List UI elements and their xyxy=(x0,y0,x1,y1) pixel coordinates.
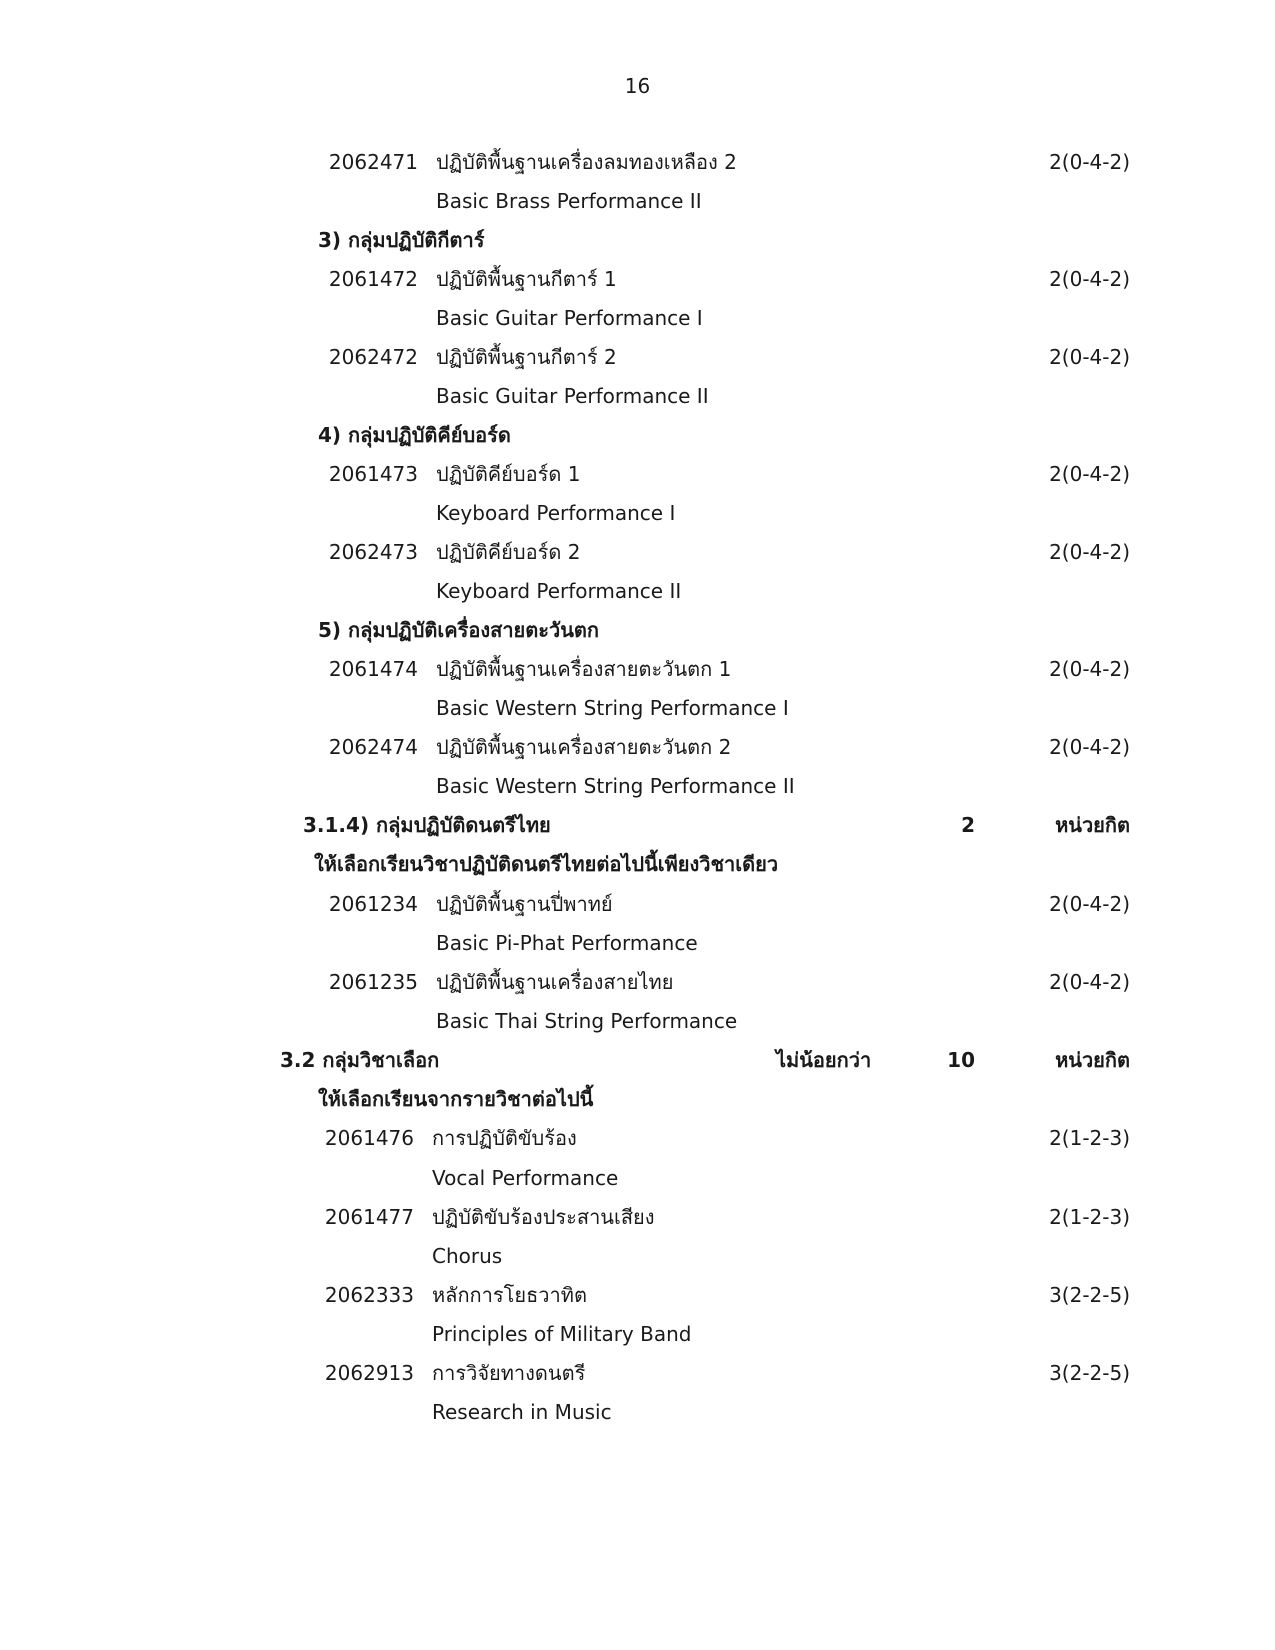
course-code: 2062913 xyxy=(324,1361,414,1385)
course-thai-title: ปฏิบัติขับร้องประสานเสียง xyxy=(432,1205,655,1229)
course-code: 2061476 xyxy=(324,1126,414,1150)
course-code: 2061472 xyxy=(328,267,418,291)
course-credit: 2(0-4-2) xyxy=(1049,150,1130,174)
credit-unit: หน่วยกิต xyxy=(1055,813,1130,837)
course-english-title: Basic Brass Performance II xyxy=(436,189,702,213)
course-english-title: Chorus xyxy=(432,1244,503,1268)
course-credit: 3(2-2-5) xyxy=(1049,1361,1130,1385)
course-english-title: Basic Thai String Performance xyxy=(436,1009,738,1033)
credit-unit: หน่วยกิต xyxy=(1055,1048,1130,1072)
course-thai-title: การปฏิบัติขับร้อง xyxy=(432,1126,577,1150)
course-code: 2062333 xyxy=(324,1283,414,1307)
course-english-title: Keyboard Performance I xyxy=(436,501,676,525)
course-thai-title: ปฏิบัติพื้นฐานเครื่องสายตะวันตก 1 xyxy=(436,657,732,681)
section-heading: 3.2 กลุ่มวิชาเลือก xyxy=(280,1048,440,1072)
section-credits: 10 xyxy=(947,1048,975,1072)
course-code: 2061474 xyxy=(328,657,418,681)
course-english-title: Keyboard Performance II xyxy=(436,579,682,603)
section-qualifier: ไม่น้อยกว่า xyxy=(776,1048,872,1072)
course-thai-title: ปฏิบัติคีย์บอร์ด 2 xyxy=(436,540,581,564)
section-instruction: ให้เลือกเรียนจากรายวิชาต่อไปนี้ xyxy=(318,1087,594,1111)
course-thai-title: ปฏิบัติพื้นฐานกีตาร์ 1 xyxy=(436,267,617,291)
course-thai-title: ปฏิบัติพื้นฐานกีตาร์ 2 xyxy=(436,345,617,369)
course-english-title: Basic Guitar Performance I xyxy=(436,306,703,330)
course-credit: 2(0-4-2) xyxy=(1049,345,1130,369)
course-credit: 2(0-4-2) xyxy=(1049,892,1130,916)
course-credit: 2(0-4-2) xyxy=(1049,970,1130,994)
group-heading: 4) กลุ่มปฏิบัติคีย์บอร์ด xyxy=(318,423,511,447)
course-english-title: Basic Western String Performance II xyxy=(436,774,795,798)
section-instruction: ให้เลือกเรียนวิชาปฏิบัติดนตรีไทยต่อไปนี้เพียงวิชาเดียว xyxy=(314,852,779,876)
course-english-title: Vocal Performance xyxy=(432,1166,619,1190)
course-credit: 2(0-4-2) xyxy=(1049,462,1130,486)
course-credit: 2(1-2-3) xyxy=(1049,1205,1130,1229)
course-code: 2062473 xyxy=(328,540,418,564)
course-english-title: Basic Western String Performance I xyxy=(436,696,789,720)
course-credit: 2(0-4-2) xyxy=(1049,540,1130,564)
course-credit: 2(0-4-2) xyxy=(1049,267,1130,291)
course-english-title: Research in Music xyxy=(432,1400,612,1424)
page-number: 16 xyxy=(624,74,651,98)
course-thai-title: หลักการโยธวาทิต xyxy=(432,1283,587,1307)
course-thai-title: ปฏิบัติพื้นฐานเครื่องสายตะวันตก 2 xyxy=(436,735,732,759)
group-heading: 5) กลุ่มปฏิบัติเครื่องสายตะวันตก xyxy=(318,618,599,642)
group-heading: 3) กลุ่มปฏิบัติกีตาร์ xyxy=(318,228,485,252)
course-thai-title: ปฏิบัติพื้นฐานเครื่องลมทองเหลือง 2 xyxy=(436,150,737,174)
course-code: 2061235 xyxy=(328,970,418,994)
course-english-title: Basic Pi-Phat Performance xyxy=(436,931,698,955)
course-english-title: Principles of Military Band xyxy=(432,1322,692,1346)
course-code: 2061477 xyxy=(324,1205,414,1229)
section-heading: 3.1.4) กลุ่มปฏิบัติดนตรีไทย xyxy=(303,813,551,837)
section-credits: 2 xyxy=(961,813,975,837)
course-code: 2062472 xyxy=(328,345,418,369)
course-code: 2061234 xyxy=(328,892,418,916)
course-code: 2062474 xyxy=(328,735,418,759)
course-thai-title: ปฏิบัติพื้นฐานเครื่องสายไทย xyxy=(436,970,674,994)
course-thai-title: การวิจัยทางดนตรี xyxy=(432,1361,586,1385)
course-code: 2061473 xyxy=(328,462,418,486)
course-thai-title: ปฏิบัติพื้นฐานปี่พาทย์ xyxy=(436,892,613,916)
course-english-title: Basic Guitar Performance II xyxy=(436,384,709,408)
course-credit: 2(0-4-2) xyxy=(1049,735,1130,759)
course-thai-title: ปฏิบัติคีย์บอร์ด 1 xyxy=(436,462,581,486)
course-code: 2062471 xyxy=(328,150,418,174)
course-credit: 2(0-4-2) xyxy=(1049,657,1130,681)
course-credit: 3(2-2-5) xyxy=(1049,1283,1130,1307)
course-credit: 2(1-2-3) xyxy=(1049,1126,1130,1150)
